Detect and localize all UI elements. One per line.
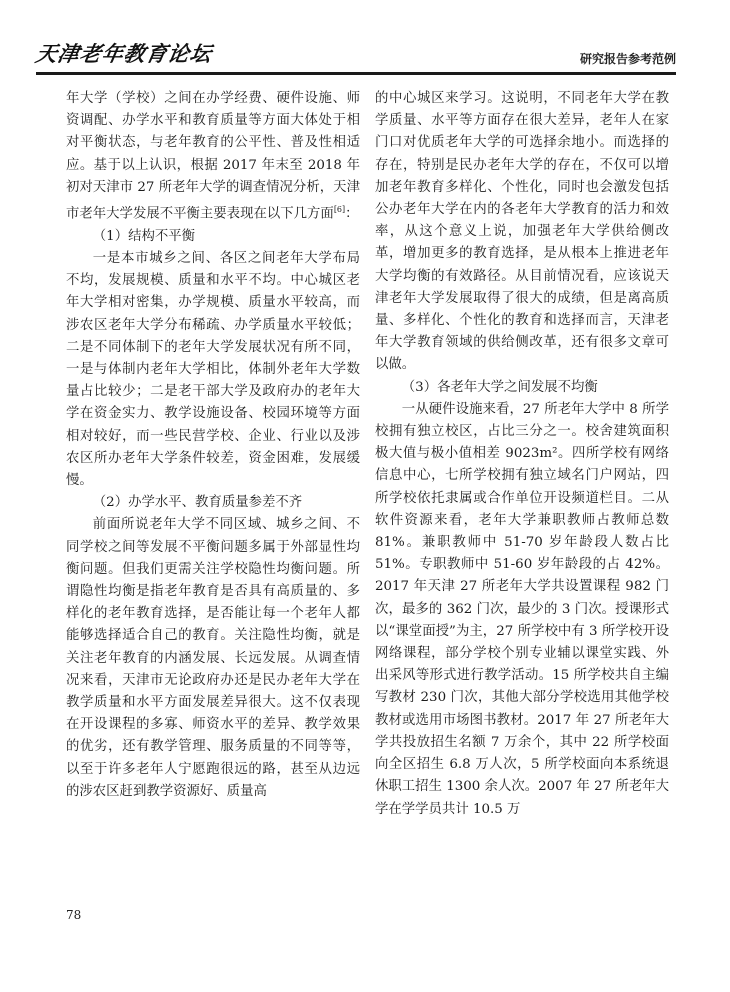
section-label: 研究报告参考范例 (579, 52, 676, 66)
paragraph: 一是本市城乡之间、各区之间老年大学布局不均，发展规模、质量和水平不均。中心城区老年大学相对密集，办学规模、质量水平较高，而涉农区老年大学分布稀疏、办学质量水平较低；二是不同体制下的老年大学发展状况有所不同，一是与体制内老年大学相比，体制外老年大学数量占比较少；二是老干部大学及政府办的老年大学在资金实力、教学设施设备、校园环境等方面相对较好，而一些民营学校、企业、行业以及涉农区所办老年大学条件较差，资金困难，发展缓慢。 (66, 250, 360, 488)
paragraph: 一从硬件设施来看，27 所老年大学中 8 所学校拥有独立校区，占比三分之一。校舍建筑面积极大值与极小值相差 9023m²。四所学校有网络信息中心，七所学校拥有独立域名门户网站，四所学校依托隶属或合作单位开设频道栏目。二从软件资源来看，老年大学兼职教师占教师总数 81%。兼职教师中 51-70 岁年龄段人数占比 51%。专职教师中 51-60 岁年龄段的占 42%。2017 年天津 27 所老年大学共设置课程 982 门次，最多的 362 门次，最少的 3 门次。授课形式以“课堂面授”为主，27 所学校中有 3 所学校开设网络课程，部分学校个别专业辅以课堂实践、外出采风等形式进行教学活动。15 所学校共自主编写教材 230 门次，其他大部分学校选用其他学校教材或选用市场图书教材。2017 年 27 所老年大学共投放招生名额 7 万余个，其中 22 所学校面向全区招生 6.8 万人次，5 所学校面向本系统退休职工招生 1300 余人次。2007 年 27 所老年大学在学学员共计 10.5 万 (375, 401, 669, 817)
header-rule (36, 72, 676, 75)
paragraph: 前面所说老年大学不同区域、城乡之间、不同学校之间等发展不平衡问题多属于外部显性均衡问题。但我们更需关注学校隐性均衡问题。所谓隐性均衡是指老年教育是否具有高质量的、多样化的老年教育选择，是否能让每一个老年人都能够选择适合自己的教育。关注隐性均衡，就是关注老年教育的内涵发展、长远发展。从调查情况来看，天津市无论政府办还是民办老年大学在教学质量和水平方面发展差异很大。这不仅表现在开设课程的多寡、师资水平的差异、教学效果的优劣，还有教学管理、服务质量的不同等等，以至于许多老年人宁愿跑很远的路，甚至从边远的涉农区赶到教学资源好、质量高 (66, 517, 360, 799)
page-number: 78 (66, 908, 82, 922)
journal-masthead: 天津老年教育论坛 (33, 41, 215, 66)
paragraph (66, 88, 360, 226)
paragraph: 的中心城区来学习。这说明，不同老年大学在教学质量、水平等方面存在很大差异，老年人在家门口对优质老年大学的可选择余地小。而选择的存在，特别是民办老年大学的存在，不仅可以增加老年教育多样化、个性化，同时也会激发包括公办老年大学在内的各老年大学教育的活力和效率，从这个意义上说，加强老年大学供给侧改革，增加更多的教育选择，是从根本上推进老年大学均衡的有效路径。从目前情况看，应该说天津老年大学发展取得了很大的成绩，但是离高质量、多样化、个性化的教育和选择而言，天津老年大学教育领域的供给侧改革，还有很多文章可以做。 (375, 91, 669, 373)
paragraph-end: ： (345, 206, 359, 222)
paragraph-text: 年大学（学校）之间在办学经费、硬件设施、师资调配、办学水平和教育质量等方面大体处于相对平衡状态，与老年教育的公平性、普及性相适应。基于以上认识，根据 2017 年末至 2018 年初对天津市 27 所老年大学的调查情况分析，天津市老年大学发展不平衡主要表现在以下几方面 (66, 91, 360, 222)
citation-reference: [6] (333, 205, 346, 215)
right-column (375, 88, 669, 821)
section-heading: （3）各老年大学之间发展不均衡 (401, 379, 598, 395)
section-heading: （1）结构不平衡 (92, 228, 196, 244)
section-heading: （2）办学水平、教育质量参差不齐 (92, 495, 303, 511)
left-column (66, 88, 360, 803)
page-header (0, 0, 730, 80)
